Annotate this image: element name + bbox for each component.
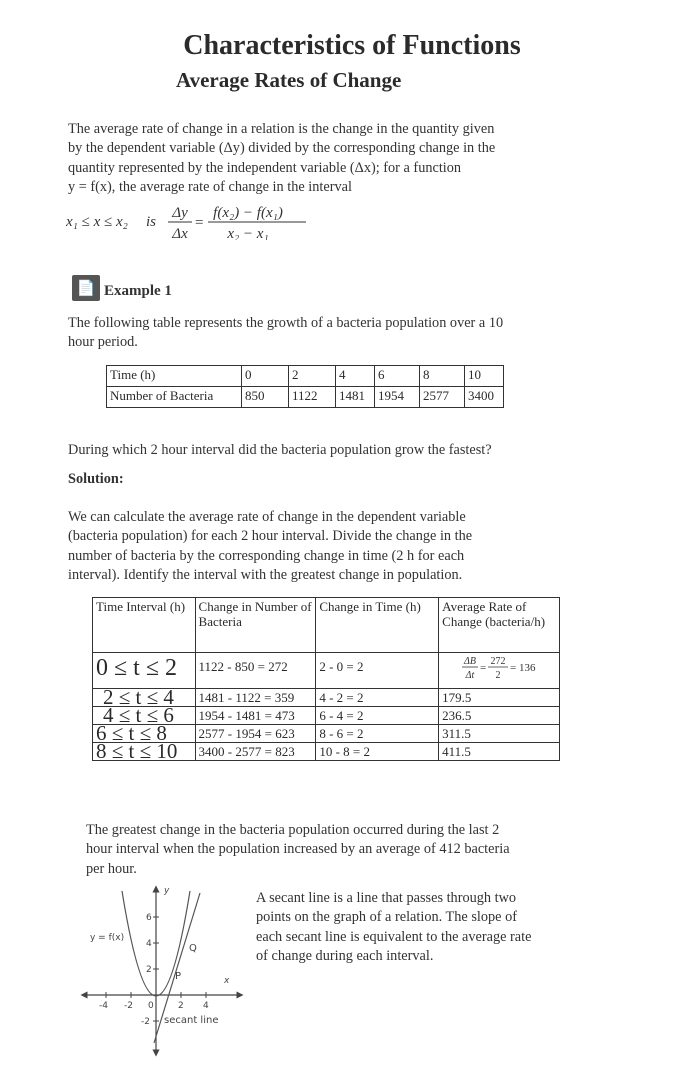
x-tick-label: -4 [99, 1001, 108, 1011]
secant-line-text: each secant line is equivalent to the average rate [256, 928, 532, 945]
example-icon: 📄 [72, 275, 100, 301]
secant-line-text: points on the graph of a relation. The slope of [256, 909, 517, 926]
table-cell: 6 [375, 366, 420, 387]
table-cell: 2577 [420, 387, 465, 408]
table-header: Time Interval (h) [93, 598, 196, 653]
solution-line: number of bacteria by the corresponding change in time (2 h for each [68, 547, 465, 564]
question-text: During which 2 hour interval did the bacteria population grow the fastest? [68, 442, 492, 458]
conclusion-line: hour interval when the population increased by an average of 412 bacteria [86, 841, 510, 858]
table-cell: Time (h) [107, 366, 242, 387]
y-tick-label: -2 [141, 1017, 150, 1027]
formula-is: is [146, 214, 157, 230]
table-row [93, 743, 560, 761]
secant-line-text: A secant line is a line that passes through two [256, 890, 517, 906]
table-cell: 10 [465, 366, 504, 387]
table-cell: 10 - 8 = 2 [316, 743, 439, 761]
function-label: y = f(x) [90, 933, 125, 943]
table-cell: 1954 - 1481 = 473 [195, 707, 316, 725]
rate-cell: 236.5 [439, 707, 560, 725]
svg-text:=: = [510, 662, 517, 674]
intro-line: quantity represented by the independent variable (Δx); for a function [68, 159, 462, 176]
table-cell: 8 [420, 366, 465, 387]
table-cell: 4 - 2 = 2 [316, 689, 439, 707]
example-paragraph [68, 314, 503, 353]
interval-cell: 0 ≤ t ≤ 2 [93, 653, 196, 689]
table-cell: 850 [242, 387, 289, 408]
secant-line-label: secant line [164, 1015, 219, 1026]
table-row [107, 387, 504, 408]
rate-cell: 179.5 [439, 689, 560, 707]
rate-fraction-numerator: ΔB [464, 656, 477, 667]
table-header: Change in Number of Bacteria [195, 598, 316, 653]
rate-fraction-denominator: Δt [465, 670, 475, 681]
point-p-label: P [175, 971, 182, 982]
rate-cell: 311.5 [439, 725, 560, 743]
solution-label: Solution: [68, 471, 124, 487]
conclusion-line: per hour. [86, 860, 137, 877]
secant-line-text: of change during each interval. [256, 947, 434, 964]
intro-line: by the dependent variable (Δy) divided by the corresponding change in the [68, 140, 496, 157]
table-cell: 1481 - 1122 = 359 [195, 689, 316, 707]
x-tick-label: 0 [148, 1001, 154, 1011]
point-q-label: Q [189, 943, 197, 954]
page-subtitle: Average Rates of Change [176, 68, 402, 92]
table-header-row [93, 598, 560, 653]
svg-text:=: = [195, 215, 204, 231]
interval-cell: 6 ≤ t ≤ 8 [93, 725, 196, 743]
table-header: Change in Time (h) [316, 598, 439, 653]
table-row [93, 653, 560, 689]
formula-rhs-numerator: f(x₂) − f(x₁) [213, 205, 283, 221]
interval-cell: 2 ≤ t ≤ 4 [93, 689, 196, 707]
conclusion-line: The greatest change in the bacteria population occurred during the last 2 [86, 822, 500, 838]
solution-line: interval). Identify the interval with the greatest change in population. [68, 566, 463, 583]
intro-line: y = f(x), the average rate of change in the interval [68, 178, 352, 195]
interval-cell: 4 ≤ t ≤ 6 [93, 707, 196, 725]
x-tick-label: 2 [178, 1001, 184, 1011]
interval-cell: 8 ≤ t ≤ 10 [93, 743, 196, 761]
y-axis-label: y [164, 886, 170, 896]
page-title: Characteristics of Functions [183, 30, 521, 61]
table-cell: 3400 - 2577 = 823 [195, 743, 316, 761]
solution-line: We can calculate the average rate of change in the dependent variable [68, 509, 466, 525]
svg-text:=: = [480, 662, 487, 674]
secant-line-graph [62, 883, 262, 1058]
table-row [107, 366, 504, 387]
table-cell: 1122 - 850 = 272 [195, 653, 316, 689]
table-cell: 1481 [336, 387, 375, 408]
solution-line: (bacteria population) for each 2 hour interval. Divide the change in the [68, 528, 473, 545]
example-label: Example 1 [104, 283, 172, 299]
conclusion-paragraph [86, 821, 510, 879]
y-tick-label: 4 [146, 939, 152, 949]
table-cell: 3400 [465, 387, 504, 408]
y-tick-label: 2 [146, 965, 152, 975]
table-cell: Number of Bacteria [107, 387, 242, 408]
x-tick-label: -2 [124, 1001, 133, 1011]
table-cell: 1122 [289, 387, 336, 408]
example-line: The following table represents the growth of a bacteria population over a 10 [68, 315, 504, 331]
secant-paragraph [256, 889, 531, 966]
intro-line: The average rate of change in a relation is the change in the quantity given [68, 121, 495, 137]
table-cell: 2 [289, 366, 336, 387]
rate-of-change-table [92, 597, 560, 761]
table-cell: 2577 - 1954 = 623 [195, 725, 316, 743]
average-rate-formula [66, 200, 366, 240]
table-cell: 6 - 4 = 2 [316, 707, 439, 725]
solution-paragraph [68, 508, 472, 585]
rate-fraction-value-numerator: 272 [490, 656, 506, 667]
formula-interval: x₁ ≤ x ≤ x₂ [66, 214, 128, 230]
intro-paragraph [68, 120, 495, 197]
table-cell: 8 - 6 = 2 [316, 725, 439, 743]
formula-rhs-denominator: x₂ − x₁ [227, 226, 269, 240]
x-tick-label: 4 [203, 1001, 209, 1011]
table-cell: 1954 [375, 387, 420, 408]
y-tick-label: 6 [146, 913, 152, 923]
bacteria-growth-table [106, 365, 504, 408]
table-cell: 2 - 0 = 2 [316, 653, 439, 689]
formula-lhs-denominator: Δx [172, 226, 188, 240]
example-line: hour period. [68, 334, 138, 351]
table-header: Average Rate of Change (bacteria/h) [439, 598, 560, 653]
table-cell: 4 [336, 366, 375, 387]
rate-fraction [442, 654, 548, 684]
rate-value: 136 [519, 662, 536, 674]
rate-fraction-value-denominator: 2 [495, 670, 501, 681]
table-cell: 0 [242, 366, 289, 387]
rate-cell [439, 653, 560, 689]
rate-cell: 411.5 [439, 743, 560, 761]
x-axis-label: x [224, 976, 230, 986]
formula-lhs-numerator: Δy [172, 205, 188, 221]
